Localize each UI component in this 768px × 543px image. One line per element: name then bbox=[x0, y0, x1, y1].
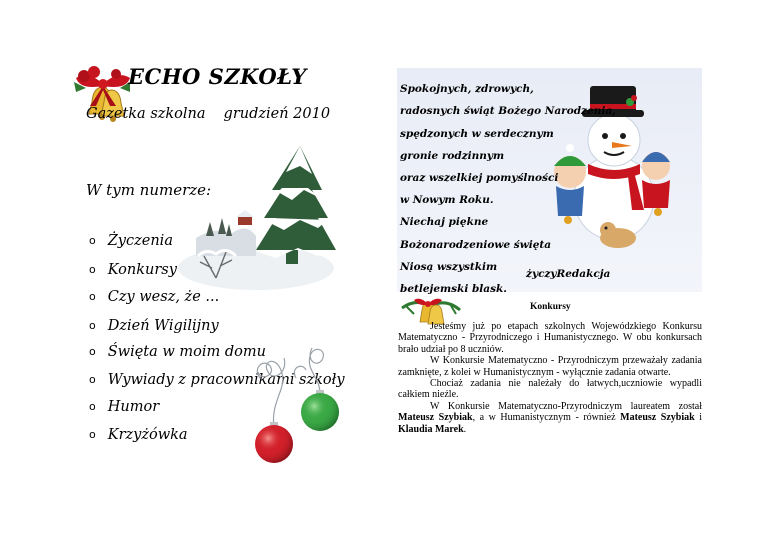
article-text: W Konkursie Matematyczno - Przyrodniczym przeważały zadania zamknięte, z kolei w Humanistycznym - wyłącznie zadania otwarte. bbox=[398, 355, 702, 378]
greeting-line: spędzonych w serdecznym bbox=[400, 128, 554, 140]
bullet-icon: o bbox=[89, 400, 96, 413]
toc-item-label: Wywiady z pracownikami szkoły bbox=[107, 372, 345, 388]
toc-item-label: Życzenia bbox=[107, 233, 173, 249]
winner-name: Mateusz Szybiak bbox=[398, 412, 473, 424]
bullet-icon: o bbox=[89, 234, 96, 247]
bullet-icon: o bbox=[89, 345, 96, 358]
article-body bbox=[398, 321, 702, 435]
article-paragraph bbox=[398, 355, 702, 378]
newsletter-subtitle bbox=[86, 106, 330, 122]
greeting-line: Niosą wszystkim bbox=[400, 261, 498, 273]
article-paragraph bbox=[398, 378, 702, 401]
contents-heading: W tym numerze: bbox=[86, 181, 212, 199]
greeting-signature: życzyRedakcja bbox=[526, 268, 611, 280]
toc-item-label: Czy wesz, że ... bbox=[107, 289, 220, 305]
greeting-line: Bożonarodzeniowe święta bbox=[400, 239, 552, 251]
bullet-icon: o bbox=[89, 373, 96, 386]
article-text: , a w Humanistycznym - również bbox=[472, 412, 621, 424]
toc-item bbox=[89, 318, 219, 334]
greeting-line: radosnych świąt Bożego Narodzenia, bbox=[400, 105, 616, 117]
bullet-icon: o bbox=[89, 428, 96, 441]
article-paragraph bbox=[398, 401, 702, 435]
article-text: W Konkursie Matematyczno-Przyrodniczym laureatem został bbox=[430, 400, 702, 412]
bullet-icon: o bbox=[89, 263, 96, 276]
toc-item bbox=[89, 427, 188, 443]
subtitle-text: Gazetka szkolna bbox=[86, 106, 206, 122]
toc-item-label: Konkursy bbox=[107, 262, 177, 278]
toc-item-label: Dzień Wigilijny bbox=[107, 318, 219, 334]
article-text: Jesteśmy już po etapach szkolnych Wojewódzkiego Konkursu Matematyczno - Przyrodniczego i Humanistycznego. W obu konkursach brało udział po 8 uczniów. bbox=[398, 321, 702, 355]
christmas-bell-icon bbox=[70, 62, 136, 136]
toc-item bbox=[89, 289, 219, 305]
article-text: . bbox=[463, 423, 467, 435]
toc-item bbox=[89, 262, 177, 278]
bullet-icon: o bbox=[89, 319, 96, 332]
article-title: Konkursy bbox=[530, 302, 571, 312]
bullet-icon: o bbox=[89, 290, 96, 303]
snowy-tree-icon bbox=[186, 138, 346, 298]
greeting-line: gronie rodzinnym bbox=[400, 150, 505, 162]
bauble-icon bbox=[250, 338, 350, 468]
toc-item bbox=[89, 344, 266, 360]
greeting-line: Niechaj piękne bbox=[400, 216, 489, 228]
toc-item bbox=[89, 399, 159, 415]
issue-date: grudzień 2010 bbox=[223, 106, 331, 122]
winner-name: Klaudia Marek bbox=[398, 423, 464, 435]
greeting-line: Spokojnych, zdrowych, bbox=[400, 83, 534, 95]
article-text: Chociaż zadania nie należały do łatwych,uczniowie wypadli całkiem nieźle. bbox=[398, 378, 702, 401]
article-paragraph bbox=[398, 321, 702, 355]
toc-item-label: Krzyżówka bbox=[107, 427, 188, 443]
article-text: i bbox=[694, 412, 703, 424]
greeting-line: w Nowym Roku. bbox=[400, 194, 494, 206]
greeting-line: betlejemski blask. bbox=[400, 283, 507, 295]
winner-name: Mateusz Szybiak bbox=[620, 412, 695, 424]
toc-item-label: Humor bbox=[107, 399, 160, 415]
toc-item-label: Święta w moim domu bbox=[107, 344, 266, 360]
newsletter-title: ECHO SZKOŁY bbox=[128, 64, 307, 89]
greeting-line: oraz wszelkiej pomyślności bbox=[400, 172, 559, 184]
toc-item bbox=[89, 233, 173, 249]
